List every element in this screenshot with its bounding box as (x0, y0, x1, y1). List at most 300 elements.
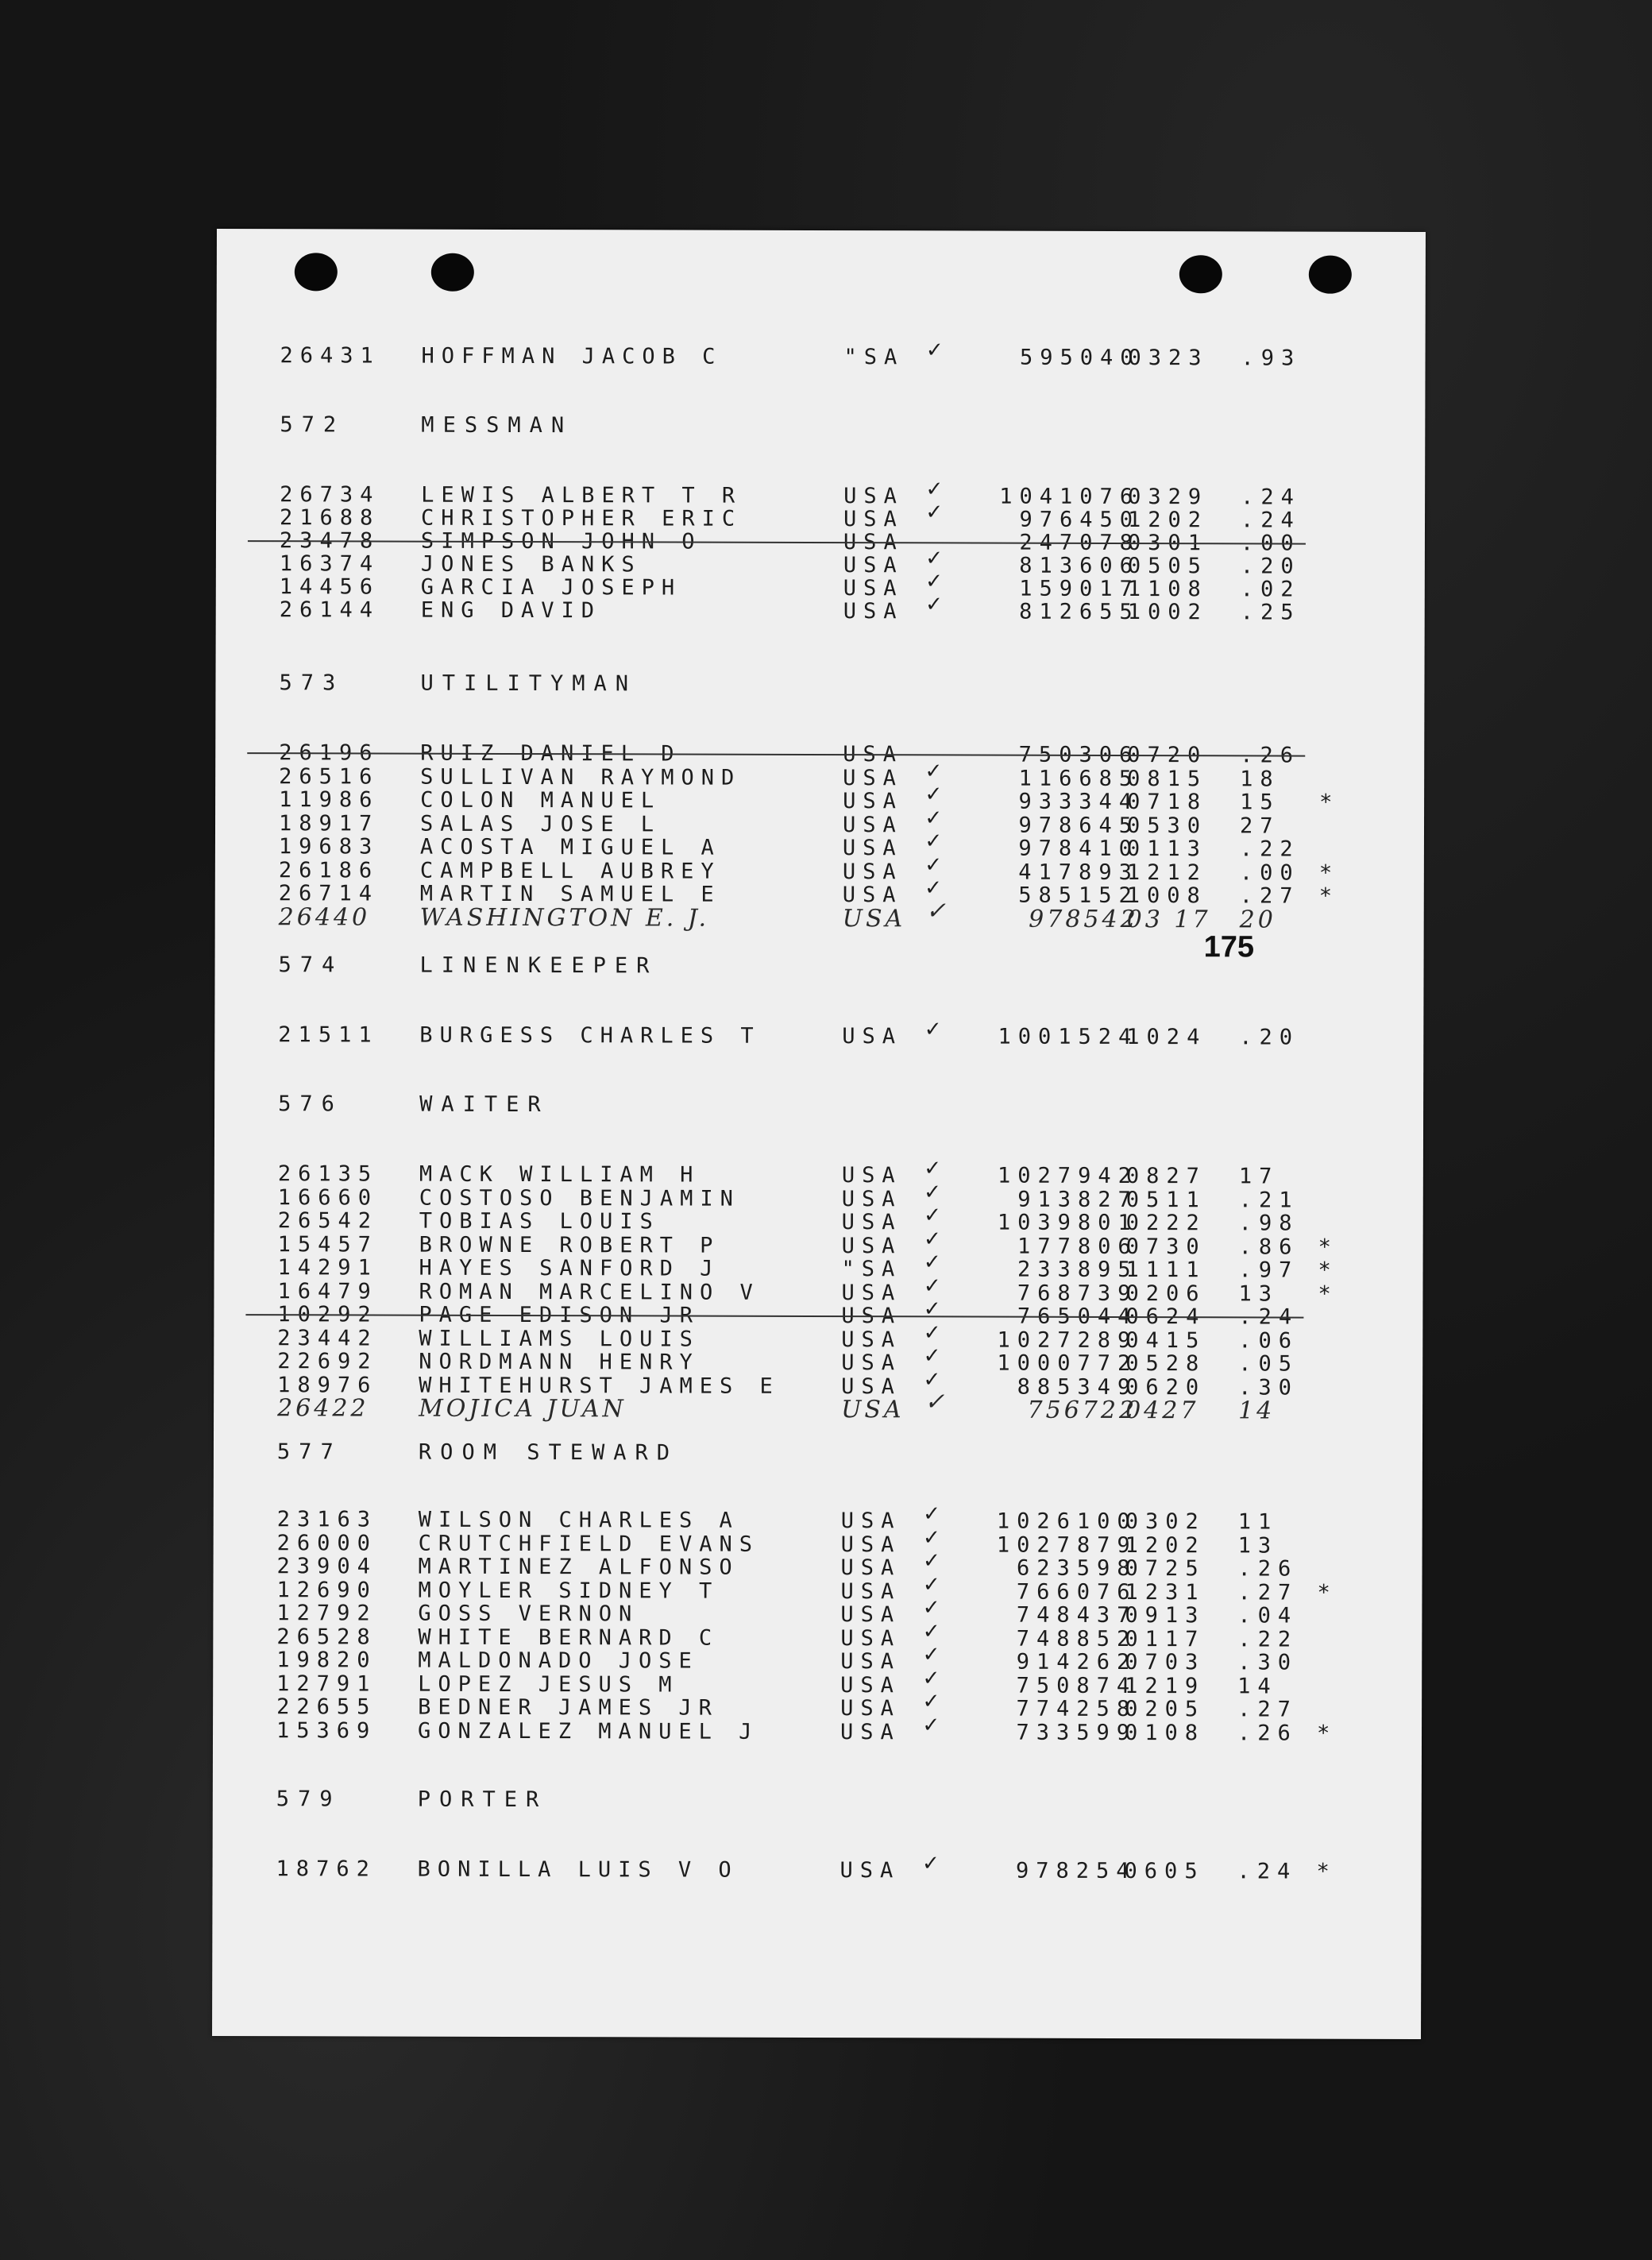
document-number: 885349 (1017, 1374, 1138, 1400)
document-number: 1026100 (996, 1509, 1137, 1535)
check-mark: ✓ (924, 1318, 940, 1346)
rating: .05 (1238, 1351, 1299, 1377)
code: 0718 (1127, 790, 1208, 815)
document-number: 768739 (1017, 1281, 1138, 1307)
code: 1212 (1126, 860, 1207, 886)
document-number: 1027289 (997, 1327, 1138, 1354)
rating: .04 (1237, 1603, 1299, 1628)
code: 0206 (1125, 1281, 1206, 1307)
document-number: 976450 (1019, 507, 1141, 533)
citizenship: USA (840, 1626, 901, 1652)
rating: .30 (1237, 1650, 1299, 1675)
code: 0620 (1125, 1375, 1206, 1400)
document-number: 978254 (1015, 1858, 1137, 1884)
rating: .00 (1240, 531, 1301, 556)
citizenship: USA (841, 1304, 902, 1329)
citizenship: USA (841, 1281, 902, 1306)
code: 1202 (1125, 1533, 1206, 1559)
document-number: 978645 (1018, 813, 1140, 839)
crew-name: SULLIVAN RAYMOND (420, 764, 742, 790)
rating: 13 (1238, 1281, 1280, 1307)
rating: .27 (1237, 1580, 1299, 1605)
citizenship: USA (843, 553, 904, 578)
document-number: 978542 (1029, 905, 1139, 934)
rating: 17 (1238, 1164, 1280, 1189)
citizenship: USA (841, 1163, 902, 1188)
citizenship: USA (843, 766, 903, 791)
crew-name: WASHINGTON E. J. (419, 903, 710, 933)
crew-id: 26144 (279, 597, 380, 623)
check-mark: ✓ (924, 1200, 940, 1229)
document-number: 748852 (1016, 1626, 1137, 1652)
document-number: 247078 (1019, 530, 1140, 556)
crew-name: BEDNER JAMES JR (418, 1694, 719, 1721)
crew-name: CHRISTOPHER ERIC (420, 505, 743, 531)
citizenship: USA (842, 836, 903, 861)
rating: 14 (1238, 1397, 1276, 1425)
document-number: 1041076 (999, 484, 1141, 510)
crew-id: 26186 (278, 858, 380, 883)
check-mark: ✓ (924, 1570, 939, 1598)
section-code: 577 (276, 1439, 342, 1465)
code: 1008 (1126, 883, 1207, 909)
rating: .93 (1241, 346, 1302, 371)
check-mark: ✓ (925, 897, 946, 925)
code: 0530 (1126, 813, 1208, 839)
crew-name: MOYLER SIDNEY T (418, 1578, 720, 1604)
rating: 27 (1239, 813, 1280, 839)
crew-id: 18917 (278, 811, 380, 836)
document-number: 1039801 (997, 1210, 1138, 1236)
check-mark: ✓ (926, 779, 941, 808)
document-number: 933344 (1018, 789, 1140, 815)
document-number: 233895 (1017, 1257, 1138, 1283)
crew-name: ENG DAVID (420, 597, 602, 624)
citizenship: USA (842, 883, 903, 908)
code: 1108 (1127, 577, 1208, 602)
section-heading (215, 953, 1424, 980)
code: 0624 (1125, 1304, 1206, 1330)
crew-name: MALDONADO JOSE (418, 1648, 699, 1674)
rating: .26 (1240, 743, 1301, 768)
citizenship: USA (843, 789, 903, 814)
document-number: 978410 (1018, 836, 1139, 862)
rating: 15 (1240, 790, 1280, 815)
document-number: 159017 (1019, 576, 1140, 602)
crew-id: 18976 (277, 1373, 378, 1398)
code: 0528 (1125, 1351, 1206, 1377)
crew-id: 15369 (276, 1718, 377, 1744)
document-number: 623598 (1016, 1555, 1137, 1582)
rating: .22 (1239, 836, 1300, 862)
crew-id: 26422 (277, 1394, 369, 1423)
crew-name: LEWIS ALBERT T R (421, 482, 743, 508)
star-mark: * (1318, 1234, 1338, 1260)
section-code: 576 (278, 1091, 343, 1117)
star-mark: * (1318, 860, 1340, 886)
code: 0703 (1125, 1650, 1206, 1675)
crew-name: JONES BANKS (420, 551, 642, 578)
crew-name: ROMAN MARCELINO V (419, 1279, 760, 1305)
star-mark: * (1319, 790, 1340, 815)
star-mark: * (1316, 1859, 1337, 1884)
document-number: 1001524 (998, 1024, 1139, 1050)
rating: .98 (1238, 1211, 1299, 1236)
roster-entry (213, 1593, 1422, 1628)
crew-name: ACOSTA MIGUEL A (419, 834, 721, 860)
document-number: 733599 (1016, 1720, 1137, 1746)
crew-id: 16479 (277, 1279, 378, 1304)
check-mark: ✓ (924, 1523, 939, 1551)
crew-id: 26135 (277, 1161, 379, 1187)
citizenship: USA (840, 1673, 901, 1698)
crew-name: HAYES SANFORD J (419, 1255, 720, 1281)
rating: .24 (1237, 1859, 1298, 1884)
code: 1231 (1125, 1580, 1206, 1605)
roster-entry (214, 1388, 1422, 1425)
citizenship: USA (841, 1374, 901, 1400)
citizenship: USA (840, 1555, 901, 1581)
citizenship: USA (842, 1024, 903, 1049)
rating: 11 (1237, 1509, 1279, 1535)
section-title: MESSMAN (421, 412, 573, 438)
section-code: 572 (280, 412, 345, 438)
rating: .24 (1240, 508, 1301, 533)
crew-id: 23163 (276, 1507, 378, 1532)
star-mark: * (1318, 883, 1340, 909)
citizenship: USA (841, 1234, 902, 1259)
punch-hole (1309, 256, 1352, 294)
crew-name: MARTINEZ ALFONSO (418, 1554, 739, 1580)
rating: .86 (1238, 1234, 1299, 1260)
check-mark: ✓ (924, 1388, 945, 1416)
rating: .26 (1237, 1556, 1299, 1582)
crew-name: MACK WILLIAM H (419, 1161, 701, 1188)
crew-id: 21511 (278, 1022, 379, 1048)
star-mark: * (1318, 1257, 1338, 1283)
citizenship: USA (843, 599, 904, 624)
check-mark: ✓ (924, 1153, 940, 1182)
citizenship: USA (841, 1396, 905, 1424)
crew-id: 10292 (277, 1302, 378, 1327)
document-number: 585152 (1018, 883, 1139, 909)
rating: 13 (1237, 1533, 1279, 1559)
code: 0301 (1127, 531, 1209, 556)
document-number: 1027942 (998, 1163, 1138, 1189)
check-mark: ✓ (925, 1014, 940, 1043)
check-mark: ✓ (924, 1294, 940, 1323)
crew-name: GOSS VERNON (418, 1601, 639, 1627)
roster-entry (214, 1153, 1423, 1189)
crew-name: LOPEZ JESUS M (418, 1671, 679, 1698)
rating: 14 (1237, 1674, 1278, 1699)
rating: 18 (1240, 767, 1280, 792)
crew-name: BONILLA LUIS V O (417, 1856, 739, 1883)
crew-id: 12791 (276, 1671, 377, 1697)
rating: .20 (1240, 554, 1301, 579)
code: 0108 (1124, 1721, 1206, 1746)
crew-name: CAMPBELL AUBREY (419, 858, 721, 884)
check-mark: ✓ (925, 826, 941, 855)
crew-id: 12690 (276, 1578, 377, 1603)
document-number: 1000772 (997, 1350, 1138, 1377)
crew-name: WHITE BERNARD C (418, 1624, 720, 1651)
crew-id: 26528 (276, 1624, 377, 1650)
document-number: 177806 (1017, 1234, 1138, 1260)
crew-name: COSTOSO BENJAMIN (419, 1185, 740, 1211)
rating: 20 (1239, 906, 1276, 934)
crew-name: HOFFMAN JACOB C (421, 343, 723, 369)
roster-entry (213, 1640, 1422, 1675)
crew-id: 22692 (277, 1349, 378, 1374)
crew-name: GARCIA JOSEPH (420, 574, 682, 601)
section-title: ROOM STEWARD (418, 1439, 679, 1466)
check-mark: ✓ (924, 1546, 939, 1574)
check-mark: ✓ (924, 1640, 939, 1668)
check-mark: ✓ (925, 803, 941, 832)
star-mark: * (1317, 1580, 1337, 1605)
crew-id: 19820 (276, 1648, 377, 1673)
rating: .21 (1238, 1188, 1299, 1213)
crew-id: 22655 (276, 1694, 377, 1720)
rating: .22 (1237, 1627, 1299, 1652)
star-mark: * (1318, 1281, 1338, 1307)
code: 1024 (1126, 1025, 1207, 1050)
code: 0725 (1125, 1556, 1206, 1582)
document-number: 116685 (1018, 766, 1140, 792)
crew-id: 14291 (277, 1255, 378, 1281)
check-mark: ✓ (924, 1224, 940, 1253)
check-mark: ✓ (925, 873, 940, 902)
code: 1111 (1125, 1257, 1206, 1283)
section-heading (215, 671, 1424, 698)
citizenship: USA (840, 1509, 901, 1534)
section-code: 574 (278, 952, 344, 978)
document-number: 417893 (1018, 860, 1139, 886)
document-number: 756722 (1027, 1396, 1138, 1425)
code: 0323 (1128, 346, 1209, 371)
code: 0415 (1125, 1328, 1206, 1354)
section-heading (213, 1787, 1422, 1814)
roster-entry (214, 1499, 1422, 1535)
document-number: 812655 (1019, 599, 1140, 625)
crew-name: SIMPSON JOHN O (420, 528, 702, 554)
citizenship: USA (843, 742, 904, 767)
crew-id: 26516 (279, 764, 380, 790)
check-mark: ✓ (924, 1247, 940, 1276)
citizenship: USA (840, 1696, 901, 1721)
citizenship: USA (843, 576, 904, 601)
document-number: 774258 (1016, 1696, 1137, 1722)
document-number: 765044 (1017, 1304, 1138, 1330)
crew-id: 26734 (280, 482, 380, 508)
section-title: UTILITYMAN (420, 670, 638, 697)
citizenship: "SA (841, 1257, 902, 1282)
crew-name: PAGE EDISON JR (419, 1302, 701, 1328)
roster-entry-top (217, 335, 1426, 371)
crew-name: BROWNE ROBERT P (419, 1232, 720, 1258)
crew-id: 19683 (278, 834, 380, 860)
rating: .24 (1238, 1304, 1299, 1330)
roster-entry (215, 897, 1424, 934)
section-title: PORTER (417, 1787, 548, 1813)
citizenship: USA (842, 813, 903, 838)
check-mark: ✓ (927, 497, 942, 526)
citizenship: USA (843, 507, 904, 532)
section-heading (216, 413, 1425, 440)
code: 0605 (1124, 1859, 1205, 1884)
citizenship: "SA (843, 345, 905, 370)
document-number: 595040 (1019, 345, 1141, 371)
crew-id: 16374 (279, 551, 380, 577)
check-mark: ✓ (927, 335, 942, 364)
crew-id: 26000 (276, 1531, 377, 1556)
code: 0329 (1128, 485, 1209, 510)
code: 0720 (1127, 743, 1208, 768)
check-mark: ✓ (924, 1365, 940, 1393)
crew-id: 26431 (280, 343, 380, 369)
roster-entry (213, 1710, 1422, 1746)
document-number: 750306 (1018, 742, 1140, 768)
document-number: 914262 (1016, 1649, 1137, 1675)
citizenship: USA (841, 1350, 902, 1376)
roster-entry (215, 741, 1424, 768)
code: 1202 (1127, 508, 1209, 533)
crew-name: RUIZ DANIEL D (420, 740, 681, 767)
code: 03 17 (1126, 906, 1211, 934)
crew-name: GONZALEZ MANUEL J (417, 1718, 759, 1744)
section-code: 579 (276, 1787, 342, 1812)
roster-entry (213, 1849, 1422, 1884)
crew-id: 14456 (279, 574, 380, 600)
crew-id: 23478 (279, 528, 380, 554)
section-heading (214, 1092, 1423, 1119)
document-number: 813606 (1019, 553, 1140, 579)
code: 0511 (1125, 1188, 1206, 1213)
punch-hole (1179, 255, 1222, 293)
code: 0827 (1125, 1164, 1206, 1189)
crew-name: MARTIN SAMUEL E (419, 881, 721, 907)
document-number: 913827 (1017, 1187, 1138, 1213)
page-number: 175 (1203, 930, 1255, 964)
check-mark: ✓ (926, 756, 941, 785)
check-mark: ✓ (925, 850, 940, 879)
citizenship: USA (840, 1858, 901, 1883)
section-code: 573 (279, 670, 345, 696)
crew-id: 26542 (277, 1208, 379, 1234)
code: 0222 (1125, 1211, 1206, 1236)
crew-name: COLON MANUEL (420, 787, 662, 813)
crew-id: 18762 (276, 1856, 376, 1882)
crew-name: TOBIAS LOUIS (419, 1208, 660, 1234)
rating: .27 (1239, 883, 1300, 909)
rating: .20 (1239, 1025, 1300, 1050)
document-number: 1027879 (996, 1532, 1137, 1559)
crew-name: WILSON CHARLES A (418, 1507, 739, 1533)
rating: .30 (1238, 1375, 1299, 1400)
document-number: 748437 (1016, 1602, 1137, 1628)
code: 0113 (1126, 836, 1208, 862)
crew-id: 26196 (279, 740, 380, 766)
roster-entry (214, 1014, 1423, 1050)
rating: .26 (1237, 1721, 1298, 1746)
crew-id: 12792 (276, 1601, 377, 1626)
rating: .25 (1240, 600, 1301, 625)
citizenship: USA (840, 1649, 901, 1675)
code: 0913 (1125, 1603, 1206, 1628)
crew-name: BURGESS CHARLES T (419, 1022, 761, 1049)
code: 0730 (1125, 1234, 1206, 1260)
check-mark: ✓ (923, 1849, 938, 1877)
rating: .27 (1237, 1697, 1298, 1722)
citizenship: USA (840, 1720, 901, 1745)
citizenship: USA (842, 860, 903, 885)
citizenship: USA (843, 530, 904, 555)
rating: .02 (1240, 577, 1301, 602)
document-number: 750874 (1016, 1673, 1137, 1699)
check-mark: ✓ (924, 1710, 939, 1739)
code: 0815 (1127, 767, 1208, 792)
citizenship: USA (841, 1327, 902, 1353)
crew-name: WHITEHURST JAMES E (419, 1373, 780, 1399)
code: 0302 (1125, 1509, 1206, 1535)
crew-id: 26714 (278, 881, 380, 906)
code: 1219 (1125, 1674, 1206, 1699)
check-mark: ✓ (924, 1271, 940, 1300)
rating: .24 (1241, 485, 1301, 510)
code: 1002 (1127, 600, 1208, 625)
star-mark: * (1316, 1721, 1337, 1746)
check-mark: ✓ (924, 1341, 940, 1370)
document-number: 766076 (1016, 1579, 1137, 1605)
crew-id: 21688 (279, 505, 380, 531)
punch-hole (431, 253, 474, 292)
check-mark: ✓ (927, 474, 942, 503)
code: 0117 (1125, 1627, 1206, 1652)
crew-name: SALAS JOSE L (419, 811, 662, 837)
citizenship: USA (841, 1210, 902, 1235)
citizenship: USA (840, 1532, 901, 1558)
code: 0505 (1127, 554, 1208, 579)
crew-id: 16660 (277, 1185, 379, 1211)
rating: .00 (1239, 860, 1300, 886)
roster-page (212, 229, 1426, 2039)
citizenship: USA (841, 1187, 902, 1212)
section-heading (214, 1440, 1422, 1467)
crew-name: MOJICA JUAN (419, 1394, 627, 1424)
code: 0427 (1125, 1397, 1199, 1425)
crew-id: 15457 (277, 1232, 378, 1257)
citizenship: USA (840, 1579, 901, 1605)
check-mark: ✓ (924, 1593, 939, 1621)
citizenship: USA (843, 484, 904, 509)
check-mark: ✓ (926, 589, 941, 618)
section-title: WAITER (419, 1091, 550, 1118)
crew-name: WILLIAMS LOUIS (419, 1326, 700, 1352)
section-title: LINENKEEPER (419, 952, 658, 979)
crew-name: NORDMANN HENRY (419, 1349, 700, 1375)
crew-id: 26440 (278, 903, 371, 932)
crew-id: 11986 (279, 787, 380, 813)
check-mark: ✓ (926, 566, 941, 595)
rating: .06 (1238, 1328, 1299, 1354)
check-mark: ✓ (924, 1663, 939, 1692)
check-mark: ✓ (924, 1177, 940, 1206)
code: 0205 (1125, 1697, 1206, 1722)
punch-hole (295, 253, 338, 291)
check-mark: ✓ (924, 1499, 939, 1528)
citizenship: USA (842, 905, 906, 933)
